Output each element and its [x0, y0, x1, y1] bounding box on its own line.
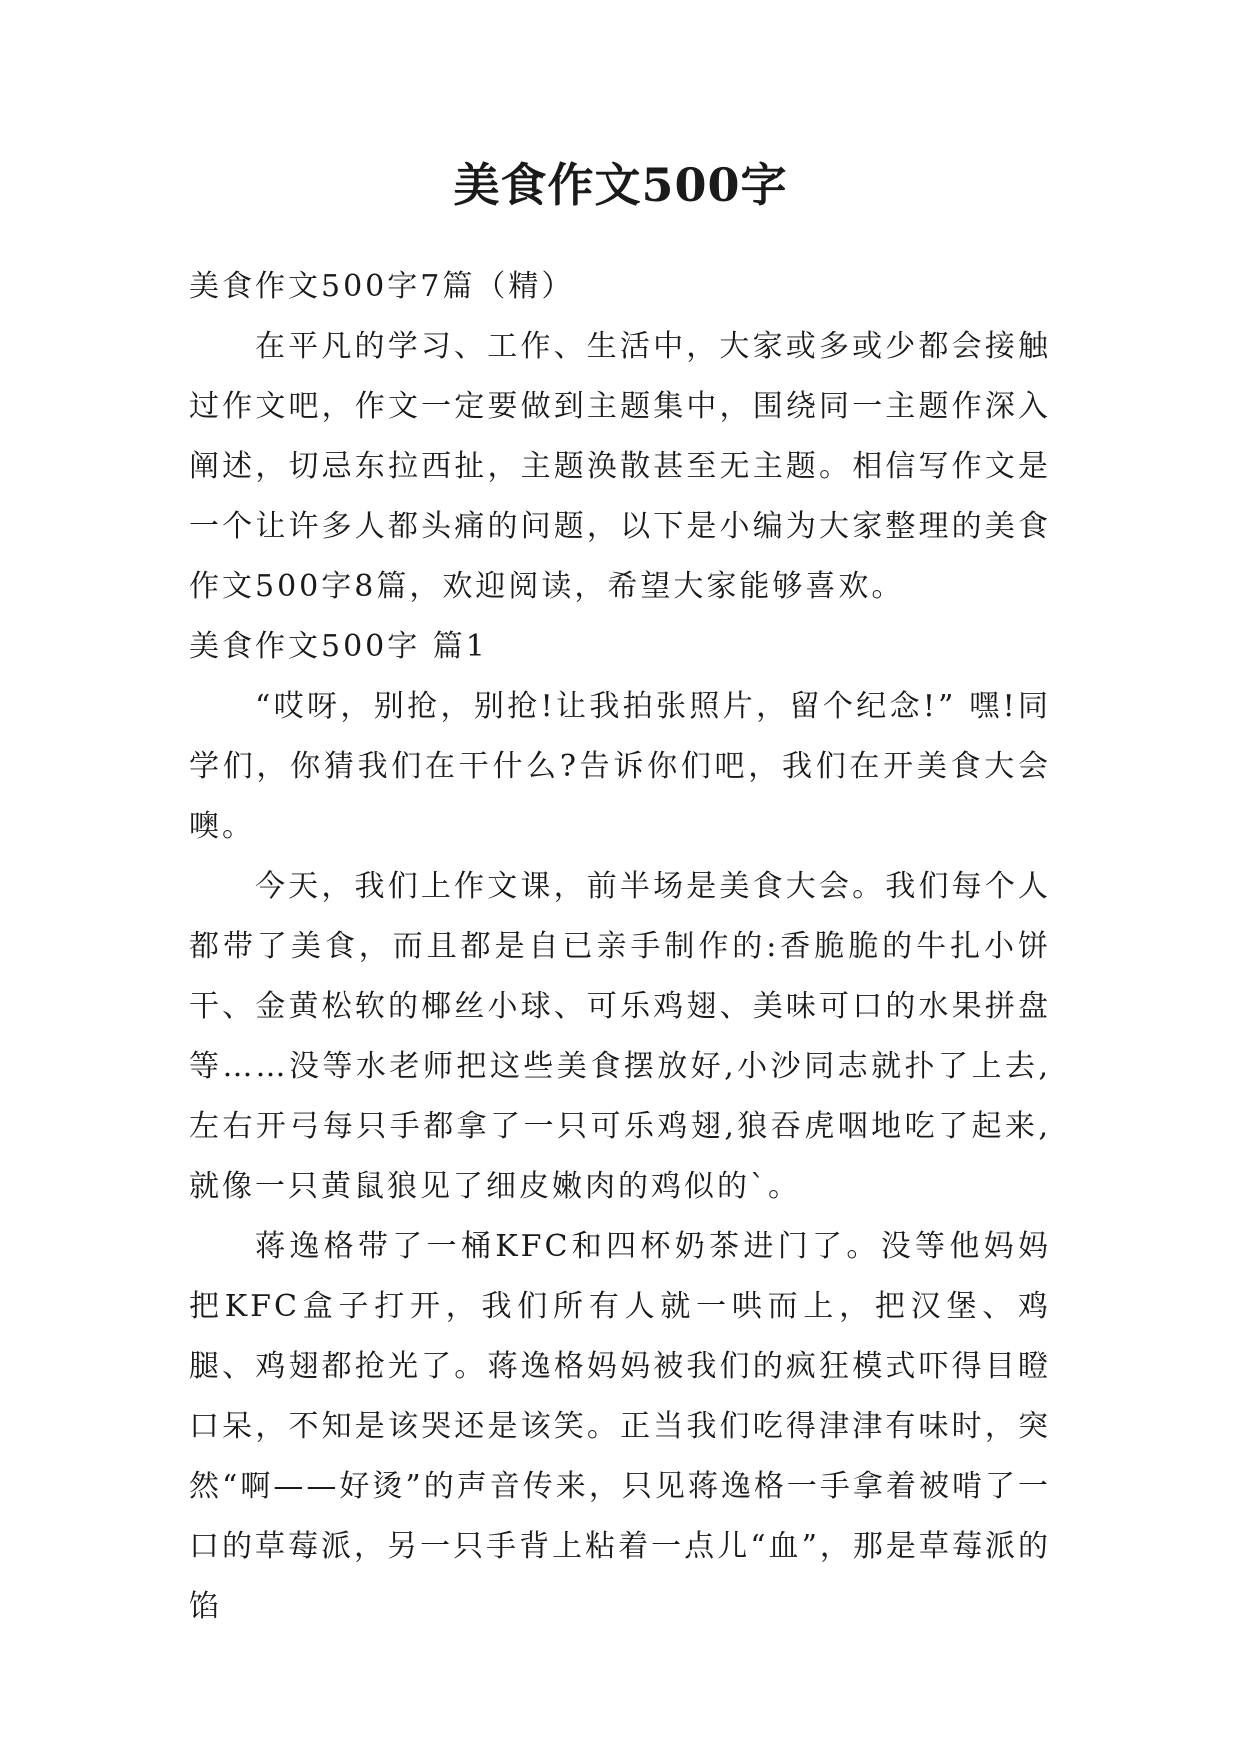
section-heading: 美食作文500字 篇1	[189, 629, 488, 664]
document-title: 美食作文500字	[453, 158, 788, 212]
subtitle-line: 美食作文500字7篇（精）	[189, 269, 575, 304]
body-paragraph: “哎呀，别抢，别抢!让我拍张照片，留个纪念!” 嘿!同学们，你猜我们在干什么?告诉你们吧，我们在开美食大会噢。	[189, 689, 1051, 844]
document-body	[189, 257, 1051, 1637]
intro-paragraph: 在平凡的学习、工作、生活中，大家或多或少都会接触过作文吧，作文一定要做到主题集中，围绕同一主题作深入阐述，切忌东拉西扯，主题涣散甚至无主题。相信写作文是一个让许多人都头痛的问题，以下是小编为大家整理的美食作文500字8篇，欢迎阅读，希望大家能够喜欢。	[189, 329, 1051, 604]
body-paragraph: 今天，我们上作文课，前半场是美食大会。我们每个人都带了美食，而且都是自已亲手制作的:香脆脆的牛扎小饼干、金黄松软的椰丝小球、可乐鸡翅、美味可口的水果拼盘等……没等水老师把这些美食摆放好,小沙同志就扑了上去,左右开弓每只手都拿了一只可乐鸡翅,狼吞虎咽地吃了起来,就像一只黄鼠狼见了细皮嫩肉的鸡似的`。	[189, 869, 1051, 1204]
body-paragraph: 蒋逸格带了一桶KFC和四杯奶茶进门了。没等他妈妈把KFC盒子打开，我们所有人就一哄而上，把汉堡、鸡腿、鸡翅都抢光了。蒋逸格妈妈被我们的疯狂模式吓得目瞪口呆，不知是该哭还是该笑。正当我们吃得津津有味时，突然“啊——好烫”的声音传来，只见蒋逸格一手拿着被啃了一口的草莓派，另一只手背上粘着一点儿“血”，那是草莓派的馅	[189, 1229, 1051, 1624]
